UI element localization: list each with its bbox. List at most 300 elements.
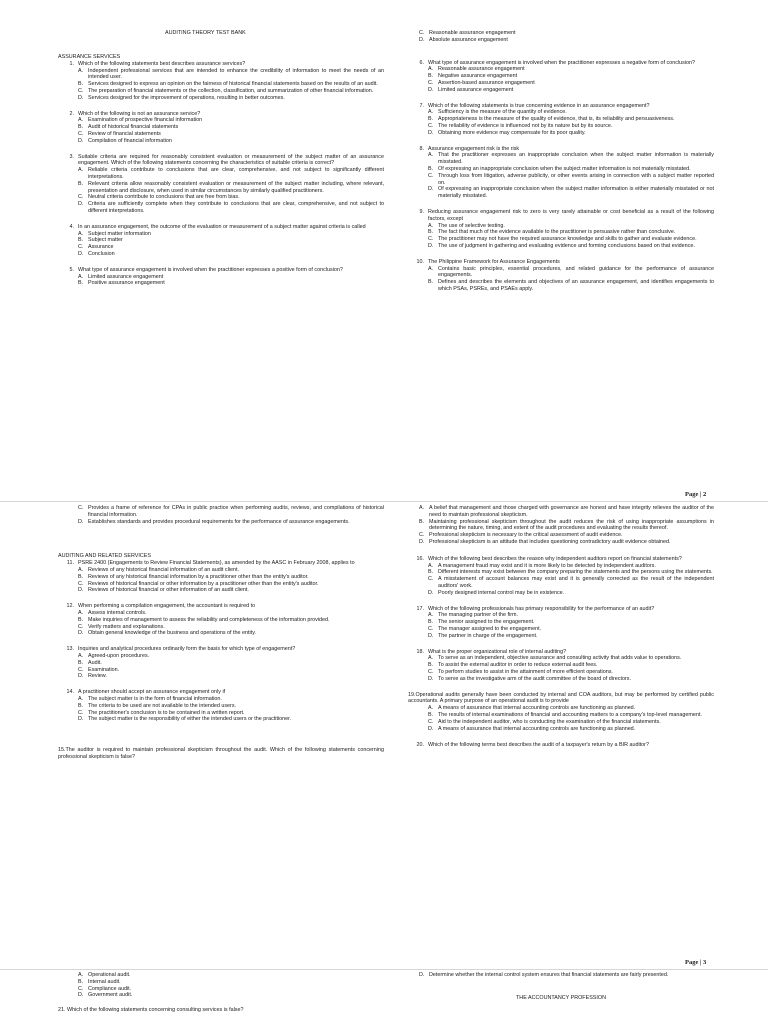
answer-option	[428, 229, 714, 236]
answer-option	[78, 630, 384, 637]
option-text: Subject matter information	[88, 230, 151, 237]
answer-option	[78, 505, 384, 519]
answer-option	[428, 655, 714, 662]
question-item	[58, 154, 384, 215]
option-text: The preparation of financial statements or the collection, classification, and summarization of other financial information.	[88, 87, 374, 94]
option-text: Neutral criteria contribute to conclusions that are free from bias.	[88, 194, 240, 201]
option-letter: B.	[78, 616, 84, 623]
answer-option	[78, 703, 384, 710]
answer-option	[419, 30, 714, 37]
option-letter: C.	[428, 718, 434, 725]
answer-option	[78, 117, 384, 124]
question-number: 8.	[419, 145, 424, 152]
answer-option	[78, 68, 384, 82]
question-21: 21. Which of the following statements concerning consulting services is false?	[58, 1007, 244, 1014]
answer-option	[428, 569, 714, 576]
question-number: 13.	[66, 646, 74, 653]
option-text: Provides a frame of reference for CPAs in public practice when performing audits, reviews, and compilations of historical financial information.	[88, 505, 384, 518]
option-text: Negative assurance engagement	[438, 73, 518, 80]
answer-option	[78, 696, 384, 703]
answer-option	[78, 167, 384, 181]
option-text: Limited assurance engagement	[88, 273, 164, 280]
answer-option	[78, 673, 384, 680]
option-text: To perform studies to assist in the attainment of more efficient operations.	[438, 668, 613, 675]
answer-option	[78, 280, 384, 287]
question-stem: When performing a compilation engagement, the accountant is required to	[78, 603, 256, 610]
question-item	[408, 556, 714, 597]
option-letter: A.	[428, 612, 434, 619]
answer-option	[78, 567, 384, 574]
answer-option	[419, 532, 714, 539]
option-letter: C.	[78, 244, 84, 251]
answer-option	[78, 274, 384, 281]
answer-option	[428, 130, 714, 137]
option-letter: C.	[428, 576, 434, 583]
answer-option	[78, 251, 384, 258]
option-text: Reliable criteria contribute to conclusions that are clear, comprehensive, and not subject to significantly different interpretations.	[88, 167, 384, 180]
answer-option	[428, 243, 714, 250]
answer-option	[428, 719, 714, 726]
answer-option	[428, 186, 714, 200]
option-text: A management fraud may exist and it is more likely to be detected by independent auditors.	[438, 562, 656, 569]
option-letter: B.	[78, 702, 84, 709]
option-letter: C.	[428, 236, 434, 243]
option-text: Government audit.	[88, 992, 133, 999]
option-letter: D.	[78, 716, 84, 723]
page-separator	[0, 501, 768, 502]
answer-option	[428, 726, 714, 733]
option-letter: B.	[78, 573, 84, 580]
option-letter: A.	[78, 167, 84, 174]
answer-option	[428, 152, 714, 166]
question-item	[58, 603, 384, 637]
option-letter: D.	[78, 992, 84, 999]
option-text: Through loss from litigation, adverse publicity, or other events arising in connection with a subject matter reported on.	[438, 172, 714, 186]
question-19: 19.Operational audits generally have been conducted by internal and COA auditors, but may be performed by certified public accountants. A primary purpose of an operational audit is to provide	[408, 691, 714, 705]
option-text: Make inquiries of management to assess the reliability and completeness of the information provided.	[88, 616, 330, 623]
question-item	[408, 209, 714, 250]
option-letter: B.	[78, 124, 84, 131]
answer-option	[428, 669, 714, 676]
question-item	[408, 606, 714, 640]
question-stem: Inquiries and analytical procedures ordinarily form the basis for which type of engagement?	[78, 646, 296, 653]
answer-option	[78, 587, 384, 594]
question-item	[58, 61, 384, 102]
question-item	[58, 267, 384, 287]
option-letter: A.	[428, 152, 434, 159]
answer-option	[428, 676, 714, 683]
question-number: 7.	[419, 102, 424, 109]
option-text: The subject matter is in the form of financial information.	[88, 695, 222, 702]
option-letter: B.	[428, 73, 434, 80]
answer-option	[78, 660, 384, 667]
option-text: Review of financial statements	[88, 130, 161, 137]
answer-option	[78, 138, 384, 145]
option-text: Audit of historical financial statements	[88, 124, 179, 131]
option-letter: B.	[428, 711, 434, 718]
question-item	[58, 224, 384, 258]
option-letter: D.	[428, 725, 434, 732]
option-text: The results of internal examinations of financial and accounting matters to a company's top-level management.	[438, 711, 702, 718]
option-text: Maintaining professional skepticism throughout the audit reduces the risk of using inappropriate assumptions in determining the nature, timing, and extent of the audit procedures and evaluating the results thereof.	[429, 518, 714, 532]
p1-right-column	[408, 30, 714, 302]
section-heading: ASSURANCE SERVICES	[58, 54, 121, 60]
answer-option	[419, 37, 714, 44]
question-stem: Which of the following best describes the reason why independent auditors report on financial statements?	[428, 555, 682, 562]
option-letter: A.	[78, 972, 84, 978]
option-text: The use of judgment in gathering and evaluating evidence and forming conclusions based on that evidence.	[438, 242, 695, 249]
question-number: 14.	[66, 689, 74, 696]
answer-option	[428, 116, 714, 123]
option-text: Audit.	[88, 659, 102, 666]
p3-left-column	[58, 972, 384, 1014]
question-20: 20. Which of the following terms best describes the audit of a taxpayer's return by a BIR auditor?	[416, 742, 649, 749]
answer-option	[428, 80, 714, 87]
answer-option	[428, 619, 714, 626]
option-text: Of expressing an inappropriate conclusion when the subject matter information is not materially misstated.	[438, 165, 691, 172]
option-letter: B.	[78, 280, 84, 287]
question-item	[408, 103, 714, 137]
question-number: 11.	[66, 560, 74, 567]
option-text: Services designed for the improvement of operations, resulting in better outcomes.	[88, 94, 285, 101]
option-text: The fact that much of the evidence available to the practitioner is persuasive rather than conclusive.	[438, 229, 676, 236]
section-heading-auditing: AUDITING AND RELATED SERVICES	[58, 553, 151, 560]
option-text: Relevant criteria allow reasonably consistent evaluation or measurement of the subject matter including, where relevant, presentation and disclosure, when used in similar circumstances by similarly qualified practitioners.	[88, 180, 384, 194]
question-stem: Assurance engagement risk is the risk	[428, 145, 520, 152]
answer-option	[78, 88, 384, 95]
answer-option	[78, 986, 384, 993]
option-letter: C.	[419, 532, 425, 539]
doc-title: AUDITING THEORY TEST BANK	[165, 30, 246, 36]
question-stem: Which of the following professionals has primary responsibility for the performance of an audit?	[428, 605, 655, 612]
option-letter: D.	[78, 587, 84, 594]
option-text: Professional skepticism is an attitude that includes questioning contradictory audit evidence obtained.	[429, 538, 671, 545]
answer-option	[428, 166, 714, 173]
option-text: Assurance	[88, 244, 114, 251]
answer-option	[428, 612, 714, 619]
option-letter: C.	[78, 505, 84, 511]
option-text: Independent professional services that are intended to enhance the credibility of information to meet the needs of an intended user.	[88, 67, 384, 81]
option-text: Reasonable assurance engagement	[429, 30, 516, 36]
option-text: The manager assigned to the engagement.	[438, 625, 542, 632]
page-number-3: Page | 3	[685, 959, 707, 966]
option-letter: C.	[78, 194, 84, 201]
option-text: Different interests may exist between the company preparing the statements and the persons using the statements.	[438, 569, 713, 576]
option-letter: C.	[78, 623, 84, 630]
option-text: A means of assurance that internal accounting controls are functioning as planned.	[438, 725, 636, 732]
option-letter: A.	[428, 655, 434, 662]
answer-option	[78, 972, 384, 979]
answer-option	[419, 519, 714, 533]
option-text: Obtaining more evidence may compensate for its poor quality.	[438, 129, 586, 136]
option-letter: A.	[78, 652, 84, 659]
answer-option	[78, 610, 384, 617]
answer-option	[78, 237, 384, 244]
question-item	[58, 111, 384, 145]
answer-option	[419, 505, 714, 519]
question-number: 9.	[419, 208, 424, 215]
option-letter: C.	[78, 580, 84, 587]
answer-option	[428, 66, 714, 73]
answer-option	[428, 576, 714, 590]
option-text: Examination of prospective financial information	[88, 117, 203, 124]
option-text: A belief that management and those charged with governance are honest and have integrity relieves the auditor of the need to maintain professional skepticism.	[429, 505, 714, 518]
option-letter: C.	[78, 666, 84, 673]
answer-option	[428, 266, 714, 280]
p3-right-column	[408, 972, 714, 1002]
answer-option	[78, 244, 384, 251]
question-15: 15.The auditor is required to maintain professional skepticism throughout the audit. Which of the following statements concerning professional skepticism is false?	[58, 747, 384, 760]
option-text: Criteria are sufficiently complete when they contribute to conclusions that are clear, comprehensive, and not subject to different interpretations.	[88, 201, 384, 214]
answer-option	[78, 95, 384, 102]
answer-option	[428, 109, 714, 116]
answer-option	[78, 519, 384, 526]
option-text: Appropriateness is the measure of the quality of evidence, that is, its reliability and persuasiveness.	[438, 116, 675, 123]
option-letter: C.	[78, 709, 84, 716]
option-letter: A.	[428, 705, 434, 712]
answer-option	[78, 131, 384, 138]
page-separator	[0, 969, 768, 970]
p2-left-column	[58, 505, 384, 761]
question-stem: In an assurance engagement, the outcome of the evaluation or measurement of a subject matter against criteria is called	[78, 223, 366, 230]
option-text: That the practitioner expresses an inappropriate conclusion when the subject matter information is materially misstated.	[438, 152, 714, 166]
answer-option	[78, 574, 384, 581]
answer-option	[78, 979, 384, 986]
option-letter: D.	[419, 36, 425, 43]
option-letter: B.	[78, 659, 84, 666]
answer-option	[428, 662, 714, 669]
option-letter: C.	[78, 130, 84, 137]
question-stem: Reducing assurance engagement risk to zero is very rarely attainable or cost beneficial as a result of the following factors, except	[428, 208, 714, 222]
option-letter: C.	[428, 668, 434, 675]
question-number: 18.	[416, 648, 424, 655]
option-letter: A.	[419, 505, 425, 511]
answer-option	[428, 279, 714, 293]
question-stem: Which of the following statements best describes assurance services?	[78, 60, 246, 67]
answer-option	[78, 181, 384, 195]
option-letter: B.	[428, 279, 434, 286]
option-letter: A.	[428, 562, 434, 569]
question-number: 5.	[69, 266, 74, 273]
option-text: Reviews of historical financial or other information of an audit client.	[88, 587, 249, 594]
option-text: Determine whether the internal control system ensures that financial statements are fairly presented.	[429, 972, 669, 978]
question-number: 4.	[69, 223, 74, 230]
option-text: Reviews of any historical financial information of an audit client.	[88, 566, 240, 573]
option-letter: D.	[78, 250, 84, 257]
option-text: Conclusion	[88, 250, 115, 257]
answer-option	[419, 539, 714, 546]
option-letter: C.	[419, 30, 425, 36]
option-letter: D.	[428, 129, 434, 136]
question-number: 10.	[416, 258, 424, 265]
option-text: Reasonable assurance engagement	[438, 66, 525, 73]
option-text: Professional skepticism is necessary to the critical assessment of audit evidence.	[429, 532, 623, 539]
option-text: Internal audit.	[88, 978, 121, 985]
question-item	[58, 689, 384, 723]
option-text: Sufficiency is the measure of the quantity of evidence.	[438, 109, 567, 116]
answer-option	[428, 87, 714, 94]
option-letter: D.	[428, 186, 434, 193]
option-letter: C.	[78, 985, 84, 992]
page-number-2: Page | 2	[685, 491, 707, 498]
option-letter: D.	[428, 675, 434, 682]
answer-option	[78, 710, 384, 717]
option-letter: A.	[78, 67, 84, 74]
answer-option	[428, 705, 714, 712]
option-letter: A.	[78, 117, 84, 124]
question-stem: What type of assurance engagement is involved when the practitioner expresses a positive form of conclusion?	[78, 266, 343, 273]
option-text: To serve as the investigative arm of the audit committee of the board of directors.	[438, 675, 631, 682]
option-text: To assist the external auditor in order to reduce external audit fees.	[438, 662, 598, 669]
question-number: 3.	[69, 153, 74, 160]
answer-option	[428, 236, 714, 243]
question-item	[408, 649, 714, 683]
option-letter: B.	[428, 569, 434, 576]
option-text: Aid to the independent auditor, who is conducting the examination of the financial statements.	[438, 718, 661, 725]
answer-option	[428, 712, 714, 719]
answer-option	[78, 81, 384, 88]
option-letter: D.	[419, 972, 425, 978]
question-stem: What is the proper organizational role of internal auditing?	[428, 648, 567, 655]
option-text: The use of selective testing.	[438, 222, 505, 229]
option-text: Defines and describes the elements and objectives of an assurance engagement, and identifies engagements to which PSAs, PSREs, and PSAEs apply.	[438, 279, 714, 292]
option-text: Services designed to express an opinion on the fairness of historical financial statements based on the results of an audit.	[88, 81, 378, 88]
answer-option	[428, 633, 714, 640]
question-number: 12.	[66, 603, 74, 610]
option-text: The partner in charge of the engagement.	[438, 632, 538, 639]
option-letter: A.	[78, 273, 84, 280]
option-letter: C.	[428, 625, 434, 632]
option-letter: A.	[428, 265, 434, 272]
option-text: The criteria to be used are not available to the intended users.	[88, 702, 237, 709]
option-letter: D.	[428, 86, 434, 93]
question-number: 6.	[419, 59, 424, 66]
option-text: To serve as an independent, objective assurance and consulting activity that adds value to operations.	[438, 655, 682, 662]
option-text: Subject matter	[88, 237, 123, 244]
answer-option	[78, 194, 384, 201]
option-letter: D.	[78, 518, 84, 525]
option-text: Reviews of any historical financial information by a practitioner other than the entity's auditor.	[88, 573, 309, 580]
answer-option	[78, 617, 384, 624]
answer-option	[428, 626, 714, 633]
option-text: Positive assurance engagement	[88, 280, 165, 287]
option-letter: B.	[428, 165, 434, 172]
option-text: Obtain general knowledge of the business and operations of the entity.	[88, 630, 257, 637]
option-text: Assess internal controls.	[88, 609, 147, 616]
option-letter: D.	[78, 94, 84, 101]
answer-option	[428, 173, 714, 187]
option-letter: D.	[428, 242, 434, 249]
option-letter: A.	[428, 222, 434, 229]
answer-option	[78, 992, 384, 999]
question-item	[408, 146, 714, 200]
option-text: Establishes standards and provides procedural requirements for the performance of assurance engagements.	[88, 518, 350, 525]
option-letter: B.	[78, 180, 84, 187]
option-letter: B.	[419, 518, 425, 525]
answer-option	[78, 231, 384, 238]
option-letter: D.	[428, 589, 434, 596]
question-stem: What type of assurance engagement is involved when the practitioner expresses a negative form of conclusion?	[428, 59, 695, 66]
option-text: Review.	[88, 673, 107, 680]
option-letter: A.	[428, 109, 434, 116]
option-letter: A.	[78, 566, 84, 573]
answer-option	[428, 123, 714, 130]
option-text: The subject matter is the responsibility of either the intended users or the practitioner.	[88, 716, 292, 723]
option-text: Verify matters and explanations.	[88, 623, 165, 630]
option-text: A misstatement of account balances may exist and it is generally corrected as the result of the independent auditors' work.	[438, 576, 714, 589]
option-letter: B.	[428, 619, 434, 626]
option-text: The senior assigned to the engagement.	[438, 619, 535, 626]
option-letter: B.	[78, 978, 84, 985]
answer-option	[428, 223, 714, 230]
option-text: The practitioner may not have the required assurance knowledge and skills to gather and evaluate evidence.	[438, 236, 697, 243]
answer-option	[78, 667, 384, 674]
option-text: Operational audit.	[88, 972, 131, 978]
answer-option	[428, 563, 714, 570]
question-item	[58, 646, 384, 680]
option-text: The practitioner's conclusion is to be contained in a written report.	[88, 709, 245, 716]
answer-option	[428, 590, 714, 597]
question-stem: Suitable criteria are required for reasonably consistent evaluation or measurement of the subject matter of an assurance engagement. Which of the following statements concerning the characteristics of suitable criteria is correct?	[78, 153, 384, 167]
answer-option	[78, 716, 384, 723]
option-letter: C.	[428, 79, 434, 86]
option-text: Compliance audit.	[88, 985, 132, 992]
option-letter: D.	[419, 538, 425, 545]
option-text: Examination.	[88, 666, 120, 673]
question-number: 16.	[416, 555, 424, 562]
question-number: 1.	[69, 60, 74, 67]
option-text: Assertion-based assurance engagement	[438, 79, 535, 86]
option-letter: A.	[78, 695, 84, 702]
option-text: Limited assurance engagement	[438, 86, 514, 93]
answer-option	[78, 201, 384, 215]
p2-right-column	[408, 505, 714, 758]
option-letter: C.	[428, 172, 434, 179]
option-letter: C.	[428, 122, 434, 129]
answer-option	[419, 972, 714, 979]
question-number: 2.	[69, 110, 74, 117]
question-item	[58, 560, 384, 594]
option-letter: D.	[78, 673, 84, 680]
option-text: Reviews of historical financial or other information by a practitioner other than the entity's auditor.	[88, 580, 319, 587]
option-letter: B.	[428, 116, 434, 123]
option-text: Contains basic principles, essential procedures, and related guidance for the performance of assurance engagements.	[438, 265, 714, 279]
option-letter: D.	[78, 201, 84, 208]
answer-option	[78, 581, 384, 588]
option-letter: B.	[428, 229, 434, 236]
option-text: Absolute assurance engagement	[429, 36, 508, 43]
section-heading-accountancy: THE ACCOUNTANCY PROFESSION	[516, 994, 606, 1001]
question-number: 17.	[416, 605, 424, 612]
option-letter: A.	[428, 66, 434, 73]
option-letter: D.	[78, 630, 84, 637]
question-stem: The Philippine Framework for Assurance Engagements	[428, 258, 560, 265]
option-letter: B.	[78, 81, 84, 88]
answer-option	[428, 73, 714, 80]
option-letter: D.	[428, 632, 434, 639]
option-letter: A.	[78, 609, 84, 616]
option-letter: A.	[78, 230, 84, 237]
option-text: Of expressing an inappropriate conclusion when the subject matter information is either materially misstated or not materially misstated.	[438, 186, 714, 200]
option-text: Agreed-upon procedures.	[88, 652, 150, 659]
answer-option	[78, 653, 384, 660]
option-letter: B.	[78, 237, 84, 244]
option-text: Poorly designed internal control may be in existence.	[438, 589, 565, 596]
option-text: The reliability of evidence is influenced not by its nature but by its source.	[438, 122, 613, 129]
option-text: A means of assurance that internal accounting controls are functioning as planned.	[438, 705, 636, 712]
option-letter: B.	[428, 662, 434, 669]
option-text: The managing partner of the firm.	[438, 612, 519, 619]
